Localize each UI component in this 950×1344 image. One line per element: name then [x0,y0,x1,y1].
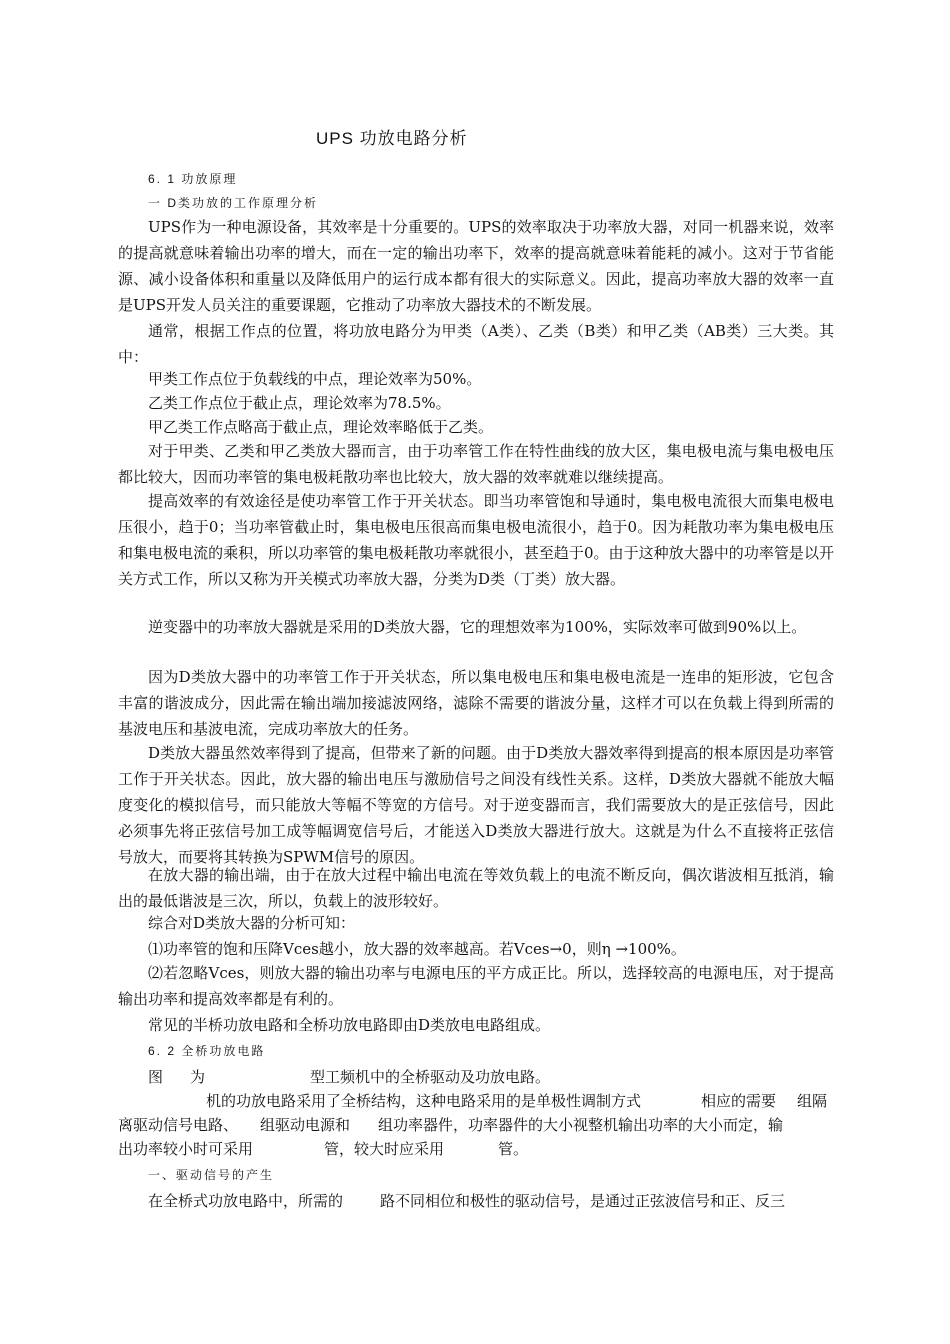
section-heading-6-2: 6. 2 全桥功放电路 [148,1044,266,1058]
paragraph: 在放大器的输出端，由于在放大过程中输出电流在等效负载上的电流不断反向，偶次谐波相互抵消，输出的最低谐波是三次，所以，负载上的波形较好。 [118,866,834,910]
paragraph: 甲乙类工作点略高于截止点，理论效率略低于乙类。 [148,418,494,436]
text-fragment: 离驱动信号电路、 [118,1116,239,1134]
paragraph: 综合对D类放大器的分析可知： [148,914,356,932]
paragraph: D类放大器虽然效率得到了提高，但带来了新的问题。由于D类放大器效率得到提高的根本原因是功率管工作于开关状态。因此，放大器的输出电压与激励信号之间没有线性关系。这样，D类放大器就不能放大幅度变化的模拟信号，而只能放大等幅不等宽的方信号。对于逆变器而言，我们需要放大的是正弦信号，因此必须事先将正弦信号加工成等幅调宽信号后，才能送入D类放大器进行放大。这就是为什么不直接将正弦信号放大，而要将其转换为SPWM信号的原因。 [118,744,834,866]
paragraph: 因为D类放大器中的功率管工作于开关状态，所以集电极电压和集电极电流是一连串的矩形波，它包含丰富的谐波成分，因此需在输出端加接滤波网络，滤除不需要的谐波分量，这样才可以在负载上得到所需的基波电压和基波电流，完成功率放大的任务。 [118,668,834,738]
text-fragment: 路不同相位和极性的驱动信号，是通过正弦波信号和正、反三 [380,1192,786,1210]
paragraph: 对于甲类、乙类和甲乙类放大器而言，由于功率管工作在特性曲线的放大区，集电极电流与集电极电压都比较大，因而功率管的集电极耗散功率也比较大，放大器的效率就难以继续提高。 [118,442,834,486]
text-fragment: 在全桥式功放电路中，所需的 [148,1192,344,1210]
text-fragment: 组隔 [797,1092,828,1110]
text-fragment: 相应的需要 [701,1092,777,1110]
paragraph: 通常，根据工作点的位置，将功放电路分为甲类（A类）、乙类（B类）和甲乙类（AB类）三大类。其中： [118,322,834,366]
paragraph: 常见的半桥功放电路和全桥功放电路即由D类放电电路组成。 [148,1016,551,1034]
text-fragment: 出功率较小时可采用 [118,1140,254,1158]
paragraph: 乙类工作点位于截止点，理论效率为78.5%。 [148,394,451,412]
list-item: ⑴功率管的饱和压降Vces越小，放大器的效率越高。若Vces→0，则η →100%。 [148,940,686,958]
text-fragment: 组驱动电源和 [260,1116,351,1134]
paragraph: 逆变器中的功率放大器就是采用的D类放大器，它的理想效率为100%，实际效率可做到90%以上。 [148,618,807,636]
section-heading-6-1: 6. 1 功放原理 [148,172,238,186]
paragraph: 甲类工作点位于负载线的中点，理论效率为50%。 [148,370,482,388]
text-fragment: 图 [148,1068,164,1086]
text-fragment: 为 [190,1068,206,1086]
list-item: ⑵若忽略Vces，则放大器的输出功率与电源电压的平方成正比。所以，选择较高的电源电压，对于提高输出功率和提高效率都是有利的。 [118,964,834,1008]
text-fragment: 机的功放电路采用了全桥结构，这种电路采用的是单极性调制方式 [206,1092,642,1110]
text-fragment: 组功率器件，功率器件的大小视整机输出功率的大小而定，输 [378,1116,784,1134]
text-fragment: 管，较大时应采用 [324,1140,445,1158]
paragraph: 提高效率的有效途径是使功率管工作于开关状态。即当功率管饱和导通时，集电极电流很大而集电极电压很小，趋于0；当功率管截止时，集电极电压很高而集电极电流很小，趋于0。因为耗散功率为集电极电压和集电极电流的乘积，所以功率管的集电极耗散功率就很小，甚至趋于0。由于这种放大器中的功率管是以开关方式工作，所以又称为开关模式功率放大器，分类为D类（丁类）放大器。 [118,492,834,588]
subsection-heading-drive-signal: 一、驱动信号的产生 [148,1168,275,1182]
text-fragment: 型工频机中的全桥驱动及功放电路。 [310,1068,551,1086]
paragraph: UPS作为一种电源设备，其效率是十分重要的。UPS的效率取决于功率放大器，对同一机器来说，效率的提高就意味着输出功率的增大，而在一定的输出功率下，效率的提高就意味着能耗的减小。这对于节省能源、减小设备体积和重量以及降低用户的运行成本都有很大的实际意义。因此，提高功率放大器的效率一直是UPS开发人员关注的重要课题，它推动了功率放大器技术的不断发展。 [118,218,834,314]
page-title: UPS 功放电路分析 [316,129,468,148]
subsection-heading-d-class: 一 D类功放的工作原理分析 [148,196,319,210]
text-fragment: 管。 [498,1140,529,1158]
